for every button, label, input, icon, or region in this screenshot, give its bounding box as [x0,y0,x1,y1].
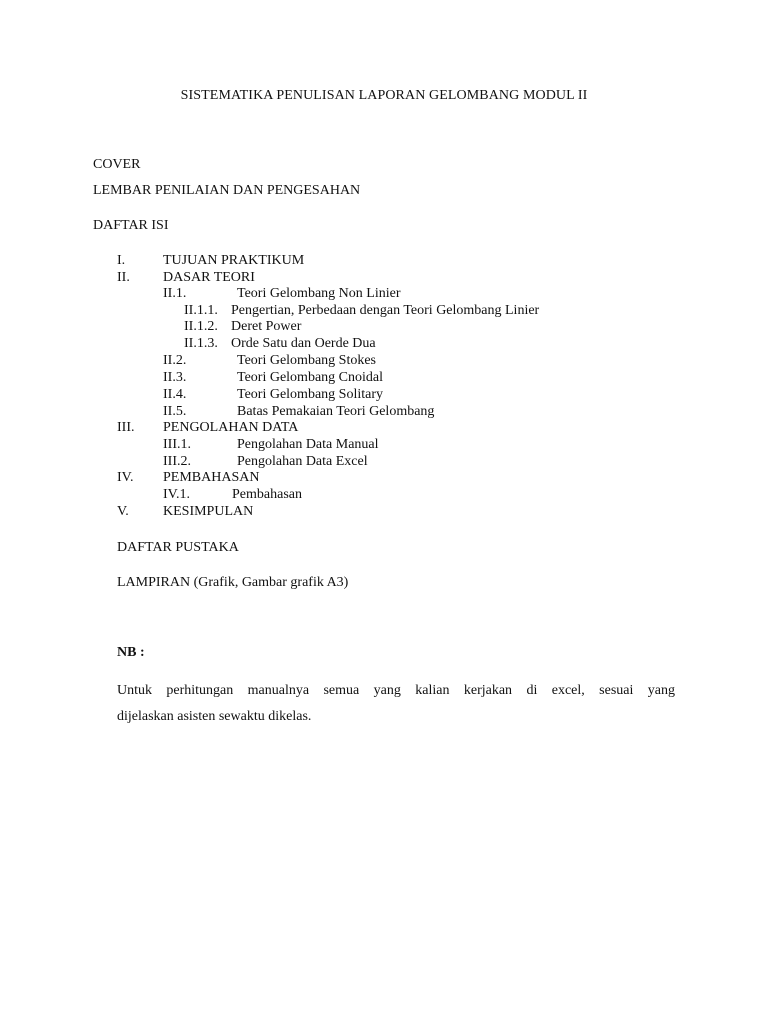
toc-num-2-5: II.5. [163,404,187,419]
toc-label-2-1-3: Orde Satu dan Oerde Dua [231,336,376,351]
toc-num-2-2: II.2. [163,353,187,368]
toc-num-4-1: IV.1. [163,487,190,502]
toc-num-5: V. [117,504,129,519]
toc-label-4-1: Pembahasan [232,487,302,502]
toc-label-2-3: Teori Gelombang Cnoidal [237,370,383,385]
toc-num-2: II. [117,270,130,285]
toc-label-4: PEMBAHASAN [163,470,260,485]
daftar-pustaka-heading: DAFTAR PUSTAKA [117,540,239,555]
nb-label: NB : [117,645,145,660]
lembar-heading: LEMBAR PENILAIAN DAN PENGESAHAN [93,183,361,198]
toc-label-2-1: Teori Gelombang Non Linier [237,286,401,301]
toc-label-3: PENGOLAHAN DATA [163,420,299,435]
toc-label-2: DASAR TEORI [163,270,255,285]
toc-num-3-2: III.2. [163,454,191,469]
toc-label-2-4: Teori Gelombang Solitary [237,387,383,402]
nb-paragraph [117,678,675,730]
toc-label-2-2: Teori Gelombang Stokes [237,353,376,368]
toc-num-2-4: II.4. [163,387,187,402]
toc-num-2-3: II.3. [163,370,187,385]
cover-heading: COVER [93,157,141,172]
nb-line-1: Untuk perhitungan manualnya semua yang kalian kerjakan di excel, sesuai yang [117,683,675,698]
toc-label-2-5: Batas Pemakaian Teori Gelombang [237,404,435,419]
toc-num-2-1-3: II.1.3. [184,336,218,351]
document-title: SISTEMATIKA PENULISAN LAPORAN GELOMBANG MODUL II [180,88,588,103]
toc-label-2-1-2: Deret Power [231,319,302,334]
lampiran-heading: LAMPIRAN (Grafik, Gambar grafik A3) [117,575,349,590]
toc-label-3-1: Pengolahan Data Manual [237,437,379,452]
toc-num-2-1-2: II.1.2. [184,319,218,334]
toc-label-1: TUJUAN PRAKTIKUM [163,253,305,268]
toc-label-5: KESIMPULAN [163,504,254,519]
daftar-isi-heading: DAFTAR ISI [93,218,169,233]
toc-num-4: IV. [117,470,134,485]
toc-num-2-1: II.1. [163,286,187,301]
toc-num-3-1: III.1. [163,437,191,452]
nb-line-2: dijelaskan asisten sewaktu dikelas. [117,709,312,724]
toc-num-1: I. [117,253,126,268]
toc-label-2-1-1: Pengertian, Perbedaan dengan Teori Gelombang Linier [231,303,540,318]
toc-num-2-1-1: II.1.1. [184,303,218,318]
toc-num-3: III. [117,420,135,435]
toc-label-3-2: Pengolahan Data Excel [237,454,368,469]
